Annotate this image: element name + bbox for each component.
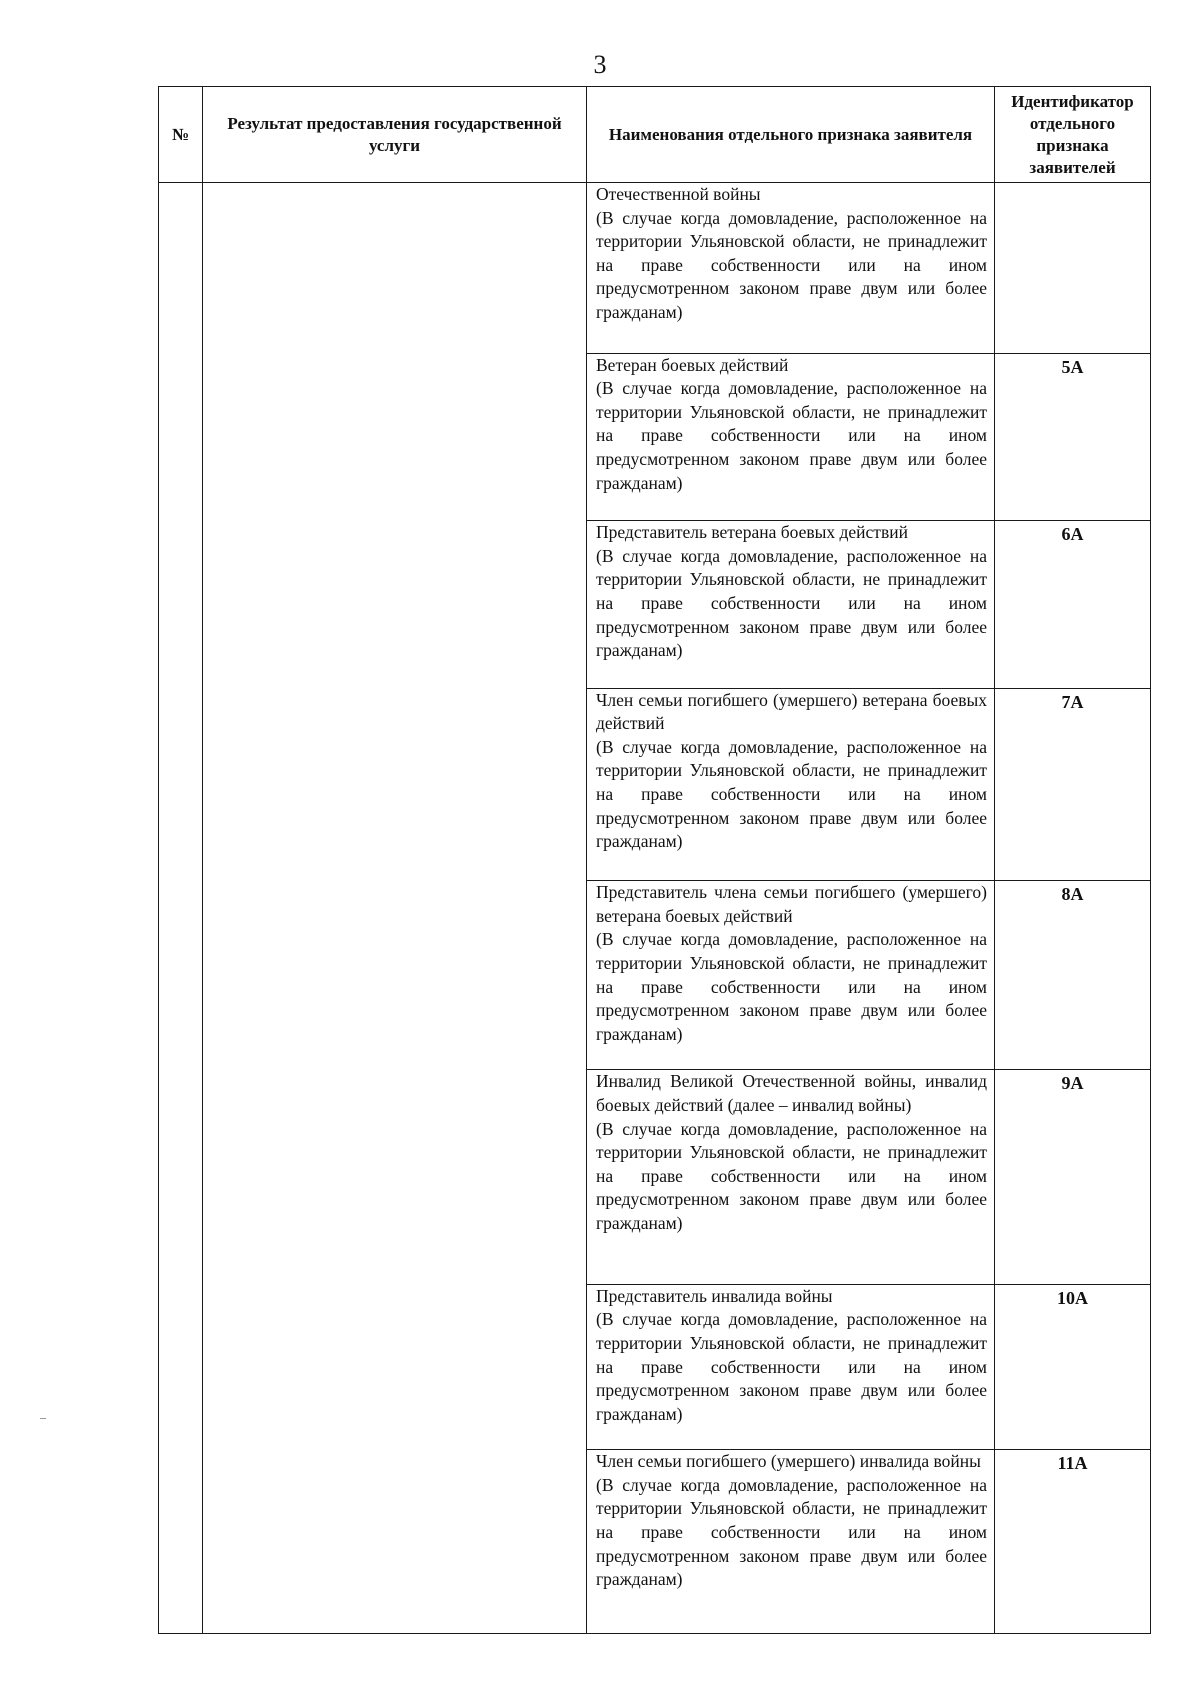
attribute-name-cell [587, 183, 995, 354]
table-body [159, 183, 1151, 1634]
attribute-id-cell: 9А [995, 1070, 1151, 1284]
attribute-name-cell [587, 353, 995, 520]
attribute-id-cell: 6А [995, 521, 1151, 688]
header-attribute-name: Наименования отдельного признака заявителя [587, 87, 995, 183]
attribute-title: Ветеран боевых действий [596, 354, 789, 375]
attribute-name-cell [587, 1284, 995, 1449]
attribute-condition: (В случае когда домовладение, расположенное на территории Ульяновской области, не принадлежит на праве собственности или на ином предусмотренном законом праве двум или более гражданам) [596, 207, 987, 322]
attribute-name-cell [587, 521, 995, 688]
attribute-id-cell: 10А [995, 1284, 1151, 1449]
attribute-condition: (В случае когда домовладение, расположенное на территории Ульяновской области, не принадлежит на праве собственности или на ином предусмотренном законом праве двум или более гражданам) [596, 736, 987, 852]
attribute-id-cell: 7А [995, 688, 1151, 881]
attribute-title: Представитель члена семьи погибшего (умершего) ветерана боевых действий [596, 882, 987, 926]
attribute-condition: (В случае когда домовладение, расположенное на территории Ульяновской области, не принадлежит на праве собственности или на ином предусмотренном законом праве двум или более гражданам) [596, 1118, 987, 1233]
result-cell [203, 183, 587, 1634]
table-header-row [159, 87, 1151, 183]
attribute-condition: (В случае когда домовладение, расположенное на территории Ульяновской области, не принадлежит на праве собственности или на ином предусмотренном законом праве двум или более гражданам) [596, 929, 987, 1044]
attribute-title: Член семьи погибшего (умершего) ветерана боевых действий [596, 689, 987, 734]
number-cell [159, 183, 203, 1634]
attribute-title: Представитель ветерана боевых действий [596, 522, 908, 543]
attribute-condition: (В случае когда домовладение, расположенное на территории Ульяновской области, не принадлежит на праве собственности или на ином предусмотренном законом праве двум или более гражданам) [596, 1309, 987, 1424]
attribute-name-cell [587, 881, 995, 1070]
attribute-condition: (В случае когда домовладение, расположенное на территории Ульяновской области, не принадлежит на праве собственности или на ином предусмотренном законом праве двум или более гражданам) [596, 545, 987, 661]
attribute-id-cell: 8А [995, 881, 1151, 1070]
applicant-attributes-table [158, 86, 1151, 1634]
attribute-id-cell [995, 183, 1151, 354]
attribute-id-cell: 11А [995, 1450, 1151, 1634]
table-row [159, 183, 1151, 354]
attribute-name-cell [587, 1450, 995, 1634]
attribute-condition: (В случае когда домовладение, расположенное на территории Ульяновской области, не принадлежит на праве собственности или на ином предусмотренном законом праве двум или более гражданам) [596, 1474, 987, 1590]
attribute-title: Отечественной войны [596, 184, 761, 204]
header-number: № [159, 87, 203, 183]
header-attribute-id: Идентификатор отдельного признака заявителей [995, 87, 1151, 183]
header-result: Результат предоставления государственной услуги [203, 87, 587, 183]
attribute-title: Инвалид Великой Отечественной войны, инвалид боевых действий (далее – инвалид войны) [596, 1071, 987, 1116]
attribute-name-cell [587, 688, 995, 881]
attribute-title: Представитель инвалида войны [596, 1285, 833, 1306]
margin-mark [40, 1418, 46, 1419]
attribute-condition: (В случае когда домовладение, расположенное на территории Ульяновской области, не принадлежит на праве собственности или на ином предусмотренном законом праве двум или более гражданам) [596, 378, 987, 493]
attribute-name-cell [587, 1070, 995, 1284]
attribute-id-cell: 5А [995, 353, 1151, 520]
attribute-title: Член семьи погибшего (умершего) инвалида войны [596, 1451, 981, 1472]
page-number: 3 [593, 50, 607, 79]
